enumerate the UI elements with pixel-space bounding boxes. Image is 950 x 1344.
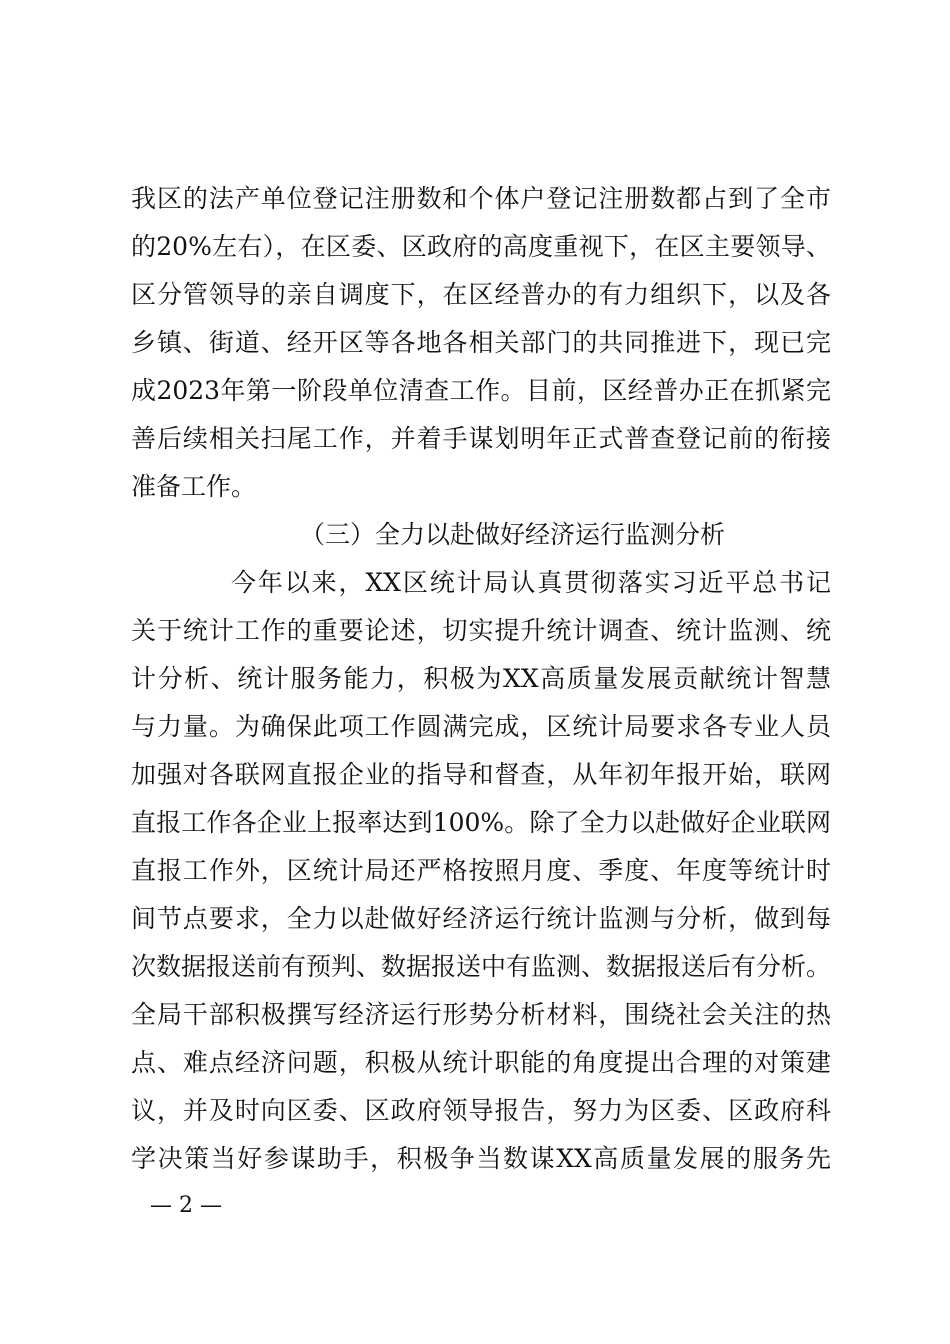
paragraph-line: 加强对各联网直报企业的指导和督查，从年初年报开始，联网: [131, 760, 831, 789]
paragraph-line: 间节点要求，全力以赴做好经济运行统计监测与分析，做到每: [131, 904, 831, 933]
paragraph-line: 区分管领导的亲自调度下，在区经普办的有力组织下，以及各: [131, 280, 831, 309]
paragraph-line: 善后续相关扫尾工作，并着手谋划明年正式普查登记前的衔接: [131, 424, 831, 453]
paragraph-line: 直报工作外，区统计局还严格按照月度、季度、年度等统计时: [131, 856, 831, 885]
paragraph-line: 关于统计工作的重要论述，切实提升统计调查、统计监测、统: [131, 616, 831, 645]
paragraph-line: 准备工作。: [131, 472, 257, 501]
paragraph-line: 点、难点经济问题，积极从统计职能的角度提出合理的对策建: [131, 1048, 831, 1077]
paragraph-line: 我区的法产单位登记注册数和个体户登记注册数都占到了全市: [131, 184, 831, 213]
paragraph-line: 议，并及时向区委、区政府领导报告，努力为区委、区政府科: [131, 1096, 831, 1125]
section-heading: （三）全力以赴做好经济运行监测分析: [300, 520, 726, 549]
paragraph-line: 乡镇、街道、经开区等各地各相关部门的共同推进下，现已完: [131, 328, 831, 357]
paragraph-line: 全局干部积极撰写经济运行形势分析材料，围绕社会关注的热: [131, 1000, 831, 1029]
page-number: — 2 —: [150, 1193, 222, 1218]
paragraph-line: 次数据报送前有预判、数据报送中有监测、数据报送后有分析。: [131, 952, 832, 981]
paragraph-line: 计分析、统计服务能力，积极为XX高质量发展贡献统计智慧: [131, 664, 831, 693]
paragraph-line: 的20%左右），在区委、区政府的高度重视下，在区主要领导、: [131, 232, 831, 261]
paragraph-line: 学决策当好参谋助手，积极争当数谋XX高质量发展的服务先: [131, 1144, 831, 1173]
paragraph-line: 今年以来，XX区统计局认真贯彻落实习近平总书记: [231, 568, 831, 597]
paragraph-line: 直报工作各企业上报率达到100%。除了全力以赴做好企业联网: [131, 808, 831, 837]
paragraph-line: 成2023年第一阶段单位清查工作。目前，区经普办正在抓紧完: [131, 376, 831, 405]
paragraph-line: 与力量。为确保此项工作圆满完成，区统计局要求各专业人员: [131, 712, 831, 741]
